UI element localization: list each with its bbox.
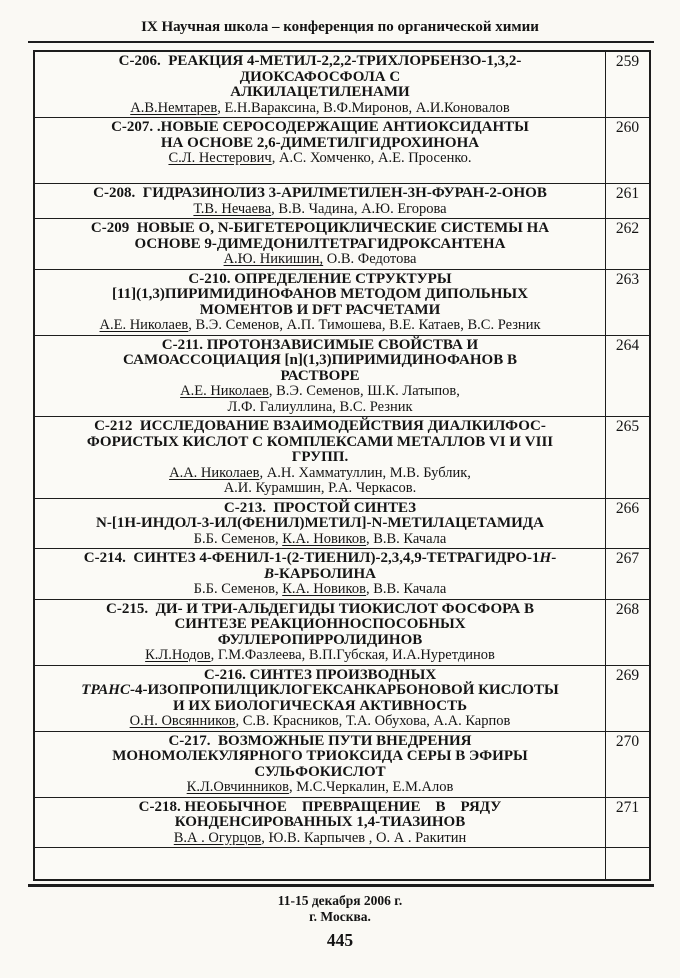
entry-cell — [35, 52, 605, 117]
page-number: 267 — [615, 550, 640, 567]
table-row — [35, 498, 649, 549]
running-header: IX Научная школа – конференция по органической химии — [141, 19, 539, 35]
entry-authors-line — [39, 252, 601, 268]
text-segment: , М.С.Черкалин, Е.М.Алов — [288, 779, 454, 795]
entry-authors-line — [39, 831, 601, 847]
table-row — [35, 847, 649, 879]
text-segment: МОНОМОЛЕКУЛЯРНОГО ТРИОКСИДА СЕРЫ В ЭФИРЫ — [112, 748, 528, 764]
text-segment: В — [264, 565, 275, 582]
entry-page-cell — [605, 118, 649, 183]
text-segment: ОСНОВЕ 9-ДИМЕДОНИЛТЕТРАГИДРОКСАНТЕНА — [134, 235, 506, 252]
table-row — [35, 52, 649, 117]
text-segment: Б.Б. Семенов, — [193, 530, 283, 547]
text-segment: С-213. ПРОСТОЙ СИНТЕЗ — [223, 499, 417, 516]
page-number: 263 — [615, 270, 640, 288]
entry-authors-line — [39, 151, 601, 167]
text-segment: С-215. ДИ- И ТРИ-АЛЬДЕГИДЫ ТИОКИСЛОТ ФОСФОРА В — [106, 600, 534, 617]
table-row — [35, 731, 649, 797]
footer-date: 11-15 декабря 2006 г. — [277, 893, 403, 908]
text-segment: , В.Э. Семенов, Ш.К. Латыпов, — [268, 383, 460, 399]
text-segment: ТРАНС — [81, 682, 130, 698]
document-page — [0, 18, 680, 978]
text-segment: С-207. .НОВЫЕ СЕРОСОДЕРЖАЩИЕ АНТИОКСИДАНТЫ — [111, 119, 529, 135]
entry-cell — [35, 219, 605, 269]
entry-authors-line — [39, 780, 601, 796]
entry-cell — [35, 270, 605, 335]
text-segment: С.Л. Нестерович — [168, 150, 272, 166]
table-row — [35, 416, 649, 498]
text-segment: Н — [539, 550, 552, 566]
text-segment: А.В.Немтарев — [130, 99, 218, 116]
text-segment: С-206. РЕАКЦИЯ 4-МЕТИЛ-2,2,2-ТРИХЛОРБЕНЗО-1,3,2- — [118, 53, 522, 69]
table-row — [35, 183, 649, 218]
text-segment: САМОАССОЦИАЦИЯ [n](1,3)ПИРИМИДИНОФАНОВ В — [123, 352, 517, 368]
entry-page-cell — [605, 600, 649, 665]
entry-title-line — [39, 435, 601, 451]
entry-title-line — [39, 369, 601, 385]
entry-title-line — [39, 516, 601, 532]
entry-title-line — [39, 815, 601, 831]
entry-cell — [35, 184, 605, 218]
page-number: 271 — [615, 798, 640, 816]
text-segment: А.Е. Николаев — [180, 383, 269, 399]
text-segment: А.Ю. Никишин, — [223, 251, 324, 267]
entry-title-line — [39, 272, 601, 288]
entry-cell — [35, 118, 605, 183]
page-number: 266 — [615, 499, 640, 517]
entry-title-line — [39, 501, 601, 517]
text-segment: К.А. Новиков — [282, 581, 366, 597]
blank-spacer — [39, 167, 601, 183]
text-segment: , В.В. Качала — [365, 530, 447, 547]
text-segment: , Г.М.Фазлеева, В.П.Губская, И.А.Нуретдинов — [210, 647, 495, 663]
text-segment: ДИОКСАФОСФОЛА С — [239, 68, 401, 85]
entry-title-line — [39, 683, 601, 699]
entry-title-line — [39, 699, 601, 715]
text-segment: С-211. ПРОТОНЗАВИСИМЫЕ СВОЙСТВА И — [161, 336, 479, 353]
page-number: 261 — [615, 185, 640, 202]
page-number: 264 — [615, 336, 640, 354]
entry-authors-line — [39, 202, 601, 218]
text-segment: С-210. ОПРЕДЕЛЕНИЕ СТРУКТУРЫ — [188, 270, 452, 287]
text-segment: - — [551, 550, 557, 566]
entry-cell — [35, 848, 605, 879]
entry-authors-line — [39, 714, 601, 730]
entry-title-line — [39, 54, 601, 70]
entry-authors-line — [39, 384, 601, 400]
text-segment: СИНТЕЗЕ РЕАКЦИОННОСПОСОБНЫХ — [174, 616, 466, 632]
text-segment: -4-ИЗОПРОПИЛЦИКЛОГЕКСАНКАРБОНОВОЙ КИСЛОТЫ — [129, 682, 559, 698]
text-segment: А.Е. Николаев — [99, 317, 189, 333]
text-segment: , Ю.В. Карпычев , О. А . Ракитин — [261, 829, 467, 846]
table-row — [35, 665, 649, 731]
table-row — [35, 218, 649, 269]
text-segment: С-214. СИНТЕЗ 4-ФЕНИЛ-1-(2-ТИЕНИЛ)-2,3,4,9-ТЕТРАГИДРО-1 — [83, 550, 540, 566]
entry-title-line — [39, 765, 601, 781]
entry-authors-line — [39, 101, 601, 117]
entry-page-cell — [605, 732, 649, 797]
entry-page-cell — [605, 219, 649, 269]
entry-title-line — [39, 551, 601, 567]
text-segment: Л.Ф. Галиуллина, В.С. Резник — [227, 398, 413, 415]
entry-page-cell — [605, 848, 649, 879]
entry-title-line — [39, 237, 601, 253]
entry-title-line — [39, 353, 601, 369]
entry-title-line — [39, 602, 601, 618]
text-segment: В.А . Огурцов — [173, 829, 262, 846]
toc-table — [33, 50, 651, 881]
entry-title-line — [39, 567, 601, 583]
folio-page-number: 445 — [326, 930, 354, 950]
text-segment: К.Л.Овчинников — [186, 779, 289, 795]
entry-title-line — [39, 85, 601, 101]
entry-title-line — [39, 120, 601, 136]
entry-title-line — [39, 186, 601, 202]
text-segment: СУЛЬФОКИСЛОТ — [254, 763, 386, 780]
text-segment: -КАРБОЛИНА — [274, 565, 376, 582]
entry-title-line — [39, 668, 601, 684]
entry-cell — [35, 666, 605, 731]
entry-authors-line — [39, 481, 601, 497]
text-segment: С-208. ГИДРАЗИНОЛИЗ 3-АРИЛМЕТИЛЕН-3Н-ФУРАН-2-ОНОВ — [93, 185, 547, 201]
text-segment: , Е.Н.Вараксина, В.Ф.Миронов, А.И.Коновалов — [217, 99, 510, 116]
text-segment: С-218. НЕОБЫЧНОЕ ПРЕВРАЩЕНИЕ В РЯДУ — [138, 798, 502, 815]
text-segment: НА ОСНОВЕ 2,6-ДИМЕТИЛГИДРОХИНОНА — [160, 134, 480, 151]
text-segment: А.И. Курамшин, Р.А. Черкасов. — [223, 480, 417, 496]
text-segment: , В.В. Качала — [365, 581, 447, 597]
entry-title-line — [39, 221, 601, 237]
text-segment: , А.Н. Хамматуллин, М.В. Бублик, — [259, 464, 471, 481]
entry-cell — [35, 499, 605, 549]
entry-page-cell — [605, 798, 649, 848]
table-row — [35, 335, 649, 417]
entry-page-cell — [605, 336, 649, 417]
entry-page-cell — [605, 184, 649, 218]
text-segment: , А.С. Хомченко, А.Е. Просенко. — [271, 150, 472, 166]
entry-cell — [35, 600, 605, 665]
text-segment: , В.В. Чадина, А.Ю. Егорова — [271, 200, 447, 217]
entry-page-cell — [605, 52, 649, 117]
entry-cell — [35, 732, 605, 797]
text-segment: Б.Б. Семенов, — [193, 581, 283, 597]
text-segment: МОМЕНТОВ И DFT РАСЧЕТАМИ — [199, 301, 441, 318]
table-row — [35, 269, 649, 335]
entry-title-line — [39, 633, 601, 649]
page-number: 268 — [615, 600, 640, 618]
entry-authors-line — [39, 318, 601, 334]
entry-authors-line — [39, 400, 601, 416]
page-number: 259 — [615, 53, 640, 70]
text-segment: С-212 ИССЛЕДОВАНИЕ ВЗАИМОДЕЙСТВИЯ ДИАЛКИЛФОС- — [94, 418, 546, 434]
entry-page-cell — [605, 549, 649, 599]
footer-city: г. Москва. — [309, 909, 371, 924]
entry-title-line — [39, 136, 601, 152]
table-row — [35, 797, 649, 848]
entry-title-line — [39, 70, 601, 86]
entry-page-cell — [605, 417, 649, 498]
footer-rule — [28, 884, 654, 887]
entry-title-line — [39, 450, 601, 466]
entry-cell — [35, 417, 605, 498]
entry-page-cell — [605, 270, 649, 335]
header-rule — [28, 41, 654, 43]
table-row — [35, 117, 649, 183]
entry-title-line — [39, 419, 601, 435]
entry-title-line — [39, 749, 601, 765]
text-segment: С-209 НОВЫЕ О, N-БИГЕТЕРОЦИКЛИЧЕСКИЕ СИСТЕМЫ НА — [90, 220, 550, 236]
page-number: 262 — [615, 220, 640, 237]
text-segment: [11](1,3)ПИРИМИДИНОФАНОВ МЕТОДОМ ДИПОЛЬНЫХ — [112, 286, 528, 302]
entry-authors-line — [39, 648, 601, 664]
text-segment: ФОРИСТЫХ КИСЛОТ С КОМПЛЕКСАМИ МЕТАЛЛОВ VI И VIII — [86, 433, 554, 450]
page-number: 270 — [615, 732, 640, 750]
entry-authors-line — [39, 466, 601, 482]
page-number: 269 — [615, 666, 640, 684]
text-segment: С-217. ВОЗМОЖНЫЕ ПУТИ ВНЕДРЕНИЯ — [168, 732, 472, 749]
text-segment: К.А. Новиков — [282, 530, 366, 547]
entry-cell — [35, 336, 605, 417]
table-row — [35, 548, 649, 599]
text-segment: И ИХ БИОЛОГИЧЕСКАЯ АКТИВНОСТЬ — [172, 697, 468, 714]
entry-title-line — [39, 287, 601, 303]
text-segment: О.В. Федотова — [323, 251, 417, 267]
entry-title-line — [39, 800, 601, 816]
entry-page-cell — [605, 666, 649, 731]
entry-title-line — [39, 734, 601, 750]
text-segment: Т.В. Нечаева — [193, 200, 272, 217]
text-segment: А.А. Николаев — [169, 464, 260, 481]
text-segment: К.Л.Нодов — [145, 647, 211, 663]
entry-cell — [35, 549, 605, 599]
page-number: 260 — [615, 119, 640, 136]
text-segment: АЛКИЛАЦЕТИЛЕНАМИ — [230, 84, 410, 100]
text-segment: КОНДЕНСИРОВАННЫХ 1,4-ТИАЗИНОВ — [174, 814, 466, 830]
text-segment: С-216. СИНТЕЗ ПРОИЗВОДНЫХ — [203, 666, 437, 683]
entry-title-line — [39, 338, 601, 354]
page-number: 265 — [615, 418, 640, 435]
text-segment: N-[1Н-ИНДОЛ-3-ИЛ(ФЕНИЛ)МЕТИЛ]-N-МЕТИЛАЦЕТАМИДА — [96, 515, 544, 531]
entry-authors-line — [39, 582, 601, 598]
text-segment: РАСТВОРЕ — [280, 367, 360, 384]
entry-title-line — [39, 303, 601, 319]
text-segment: , В.Э. Семенов, А.П. Тимошева, В.Е. Катаев, В.С. Резник — [188, 317, 541, 333]
text-segment: ГРУПП. — [291, 449, 349, 465]
entry-cell — [35, 798, 605, 848]
entry-title-line — [39, 617, 601, 633]
entry-authors-line — [39, 532, 601, 548]
table-row — [35, 599, 649, 665]
text-segment: , С.В. Красников, Т.А. Обухова, А.А. Карпов — [235, 713, 511, 729]
entry-page-cell — [605, 499, 649, 549]
text-segment: О.Н. Овсянников — [129, 713, 236, 729]
text-segment: ФУЛЛЕРОПИРРОЛИДИНОВ — [217, 631, 423, 648]
